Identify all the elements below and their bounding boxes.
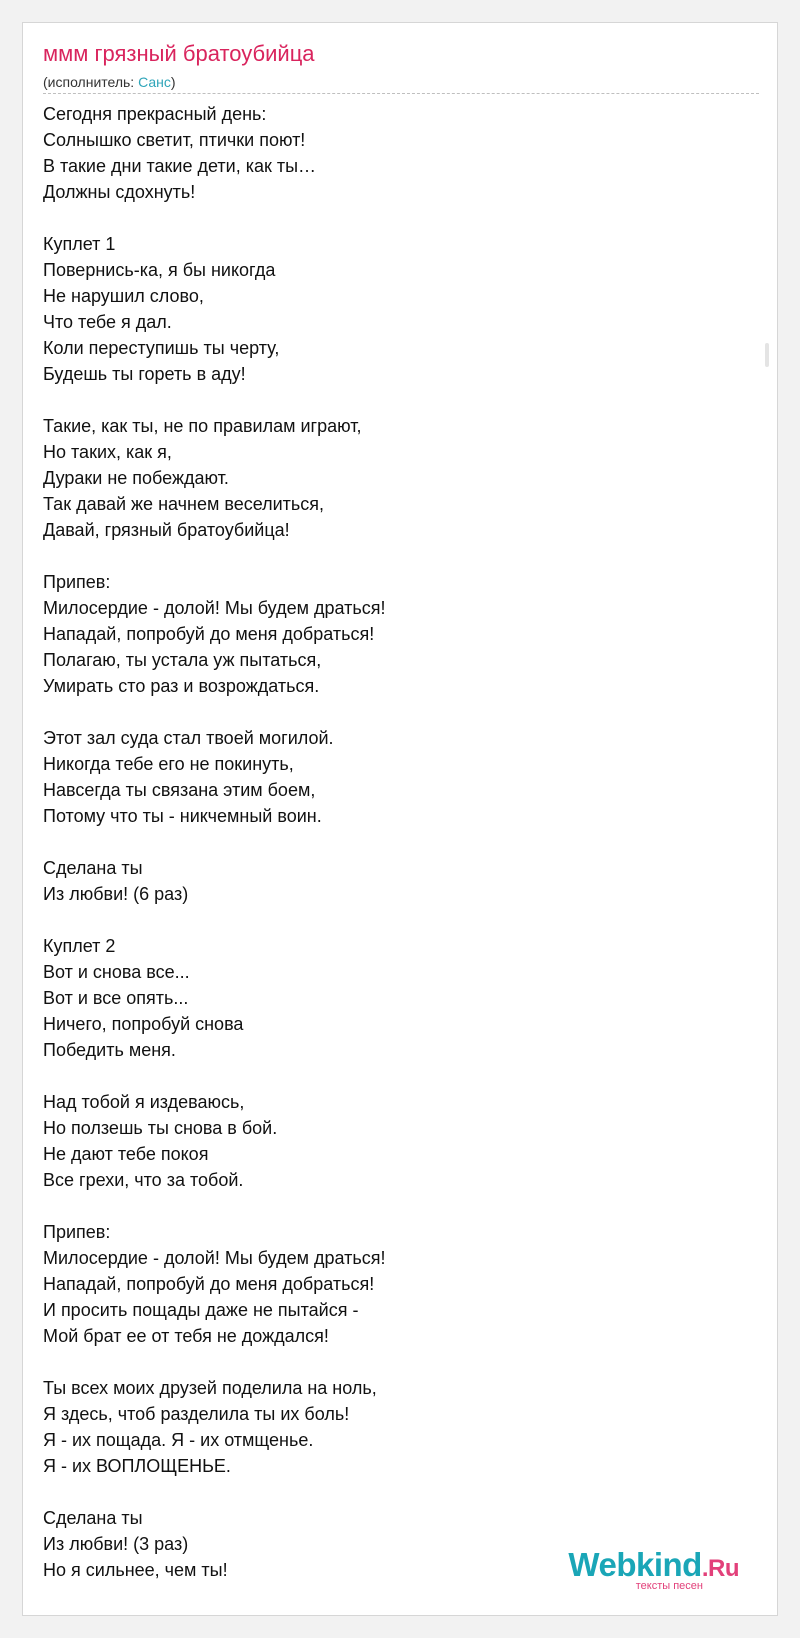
lyrics-line: Победить меня. <box>43 1040 176 1060</box>
lyrics-line: Потому что ты - никчемный воин. <box>43 806 322 826</box>
lyrics-line: Сегодня прекрасный день: <box>43 104 267 124</box>
lyrics-line: Припев: <box>43 572 111 592</box>
lyrics-line: Куплет 2 <box>43 936 116 956</box>
lyrics-line: Дураки не побеждают. <box>43 468 229 488</box>
webkind-logo[interactable] <box>549 1547 739 1591</box>
lyrics-line: Сделана ты <box>43 858 143 878</box>
lyrics-line: Милосердие - долой! Мы будем драться! <box>43 598 386 618</box>
lyrics-line: Нападай, попробуй до меня добраться! <box>43 1274 375 1294</box>
lyrics-line: Нападай, попробуй до меня добраться! <box>43 624 375 644</box>
lyrics-line: Милосердие - долой! Мы будем драться! <box>43 1248 386 1268</box>
lyrics-line: Ты всех моих друзей поделила на ноль, <box>43 1378 377 1398</box>
lyrics-line: Мой брат ее от тебя не дождался! <box>43 1326 329 1346</box>
lyrics-blank-line <box>43 1063 759 1089</box>
logo-tagline: тексты песен <box>635 1580 703 1592</box>
lyrics-line: Все грехи, что за тобой. <box>43 1170 244 1190</box>
lyrics-line: Вот и снова все... <box>43 962 190 982</box>
title-divider <box>43 93 759 94</box>
lyrics-blank-line <box>43 543 759 569</box>
lyrics-line: Сделана ты <box>43 1508 143 1528</box>
lyrics-line: Но таких, как я, <box>43 442 172 462</box>
artist-prefix: (исполнитель: <box>43 74 139 90</box>
lyrics-line: Из любви! (6 раз) <box>43 884 189 904</box>
lyrics-line: Такие, как ты, не по правилам играют, <box>43 416 362 436</box>
lyrics-body <box>43 101 759 1583</box>
song-title: ммм грязный братоубийца <box>43 41 315 66</box>
lyrics-line: Но я сильнее, чем ты! <box>43 1560 228 1580</box>
lyrics-line: Солнышко светит, птички поют! <box>43 130 306 150</box>
lyrics-line: Полагаю, ты устала уж пытаться, <box>43 650 322 670</box>
logo-tld: .Ru <box>701 1555 739 1582</box>
lyrics-line: Так давай же начнем веселиться, <box>43 494 325 514</box>
lyrics-line: Припев: <box>43 1222 111 1242</box>
lyrics-line: Из любви! (3 раз) <box>43 1534 189 1554</box>
lyrics-line: Я здесь, чтоб разделила ты их боль! <box>43 1404 350 1424</box>
lyrics-line: Не дают тебе покоя <box>43 1144 209 1164</box>
lyrics-line: Умирать сто раз и возрождаться. <box>43 676 320 696</box>
lyrics-line: И просить пощады даже не пытайся - <box>43 1300 359 1320</box>
lyrics-line: Я - их ВОПЛОЩЕНЬЕ. <box>43 1456 231 1476</box>
lyrics-blank-line <box>43 907 759 933</box>
artist-link[interactable]: Санс <box>138 74 171 90</box>
lyrics-blank-line <box>43 829 759 855</box>
lyrics-card <box>22 22 778 1616</box>
lyrics-line: Я - их пощада. Я - их отмщенье. <box>43 1430 314 1450</box>
lyrics-line: Этот зал суда стал твоей могилой. <box>43 728 334 748</box>
lyrics-line: Будешь ты гореть в аду! <box>43 364 246 384</box>
lyrics-line: Навсегда ты связана этим боем, <box>43 780 316 800</box>
lyrics-line: Вот и все опять... <box>43 988 189 1008</box>
lyrics-blank-line <box>43 1349 759 1375</box>
lyrics-line: Коли переступишь ты черту, <box>43 338 280 358</box>
lyrics-blank-line <box>43 387 759 413</box>
lyrics-blank-line <box>43 699 759 725</box>
lyrics-line: Не нарушил слово, <box>43 286 204 306</box>
lyrics-blank-line <box>43 1479 759 1505</box>
artist-line <box>43 73 176 91</box>
lyrics-line: Должны сдохнуть! <box>43 182 196 202</box>
lyrics-blank-line <box>43 1193 759 1219</box>
lyrics-line: Над тобой я издеваюсь, <box>43 1092 245 1112</box>
lyrics-line: Давай, грязный братоубийца! <box>43 520 290 540</box>
lyrics-line: Что тебе я дал. <box>43 312 172 332</box>
scroll-edge-mark <box>765 343 769 367</box>
lyrics-line: Никогда тебе его не покинуть, <box>43 754 294 774</box>
artist-suffix: ) <box>170 74 176 90</box>
lyrics-blank-line <box>43 205 759 231</box>
lyrics-line: В такие дни такие дети, как ты… <box>43 156 317 176</box>
lyrics-line: Куплет 1 <box>43 234 116 254</box>
lyrics-line: Повернись-ка, я бы никогда <box>43 260 276 280</box>
lyrics-line: Ничего, попробуй снова <box>43 1014 244 1034</box>
logo-name: Webkind <box>568 1546 702 1583</box>
lyrics-line: Но ползешь ты снова в бой. <box>43 1118 278 1138</box>
